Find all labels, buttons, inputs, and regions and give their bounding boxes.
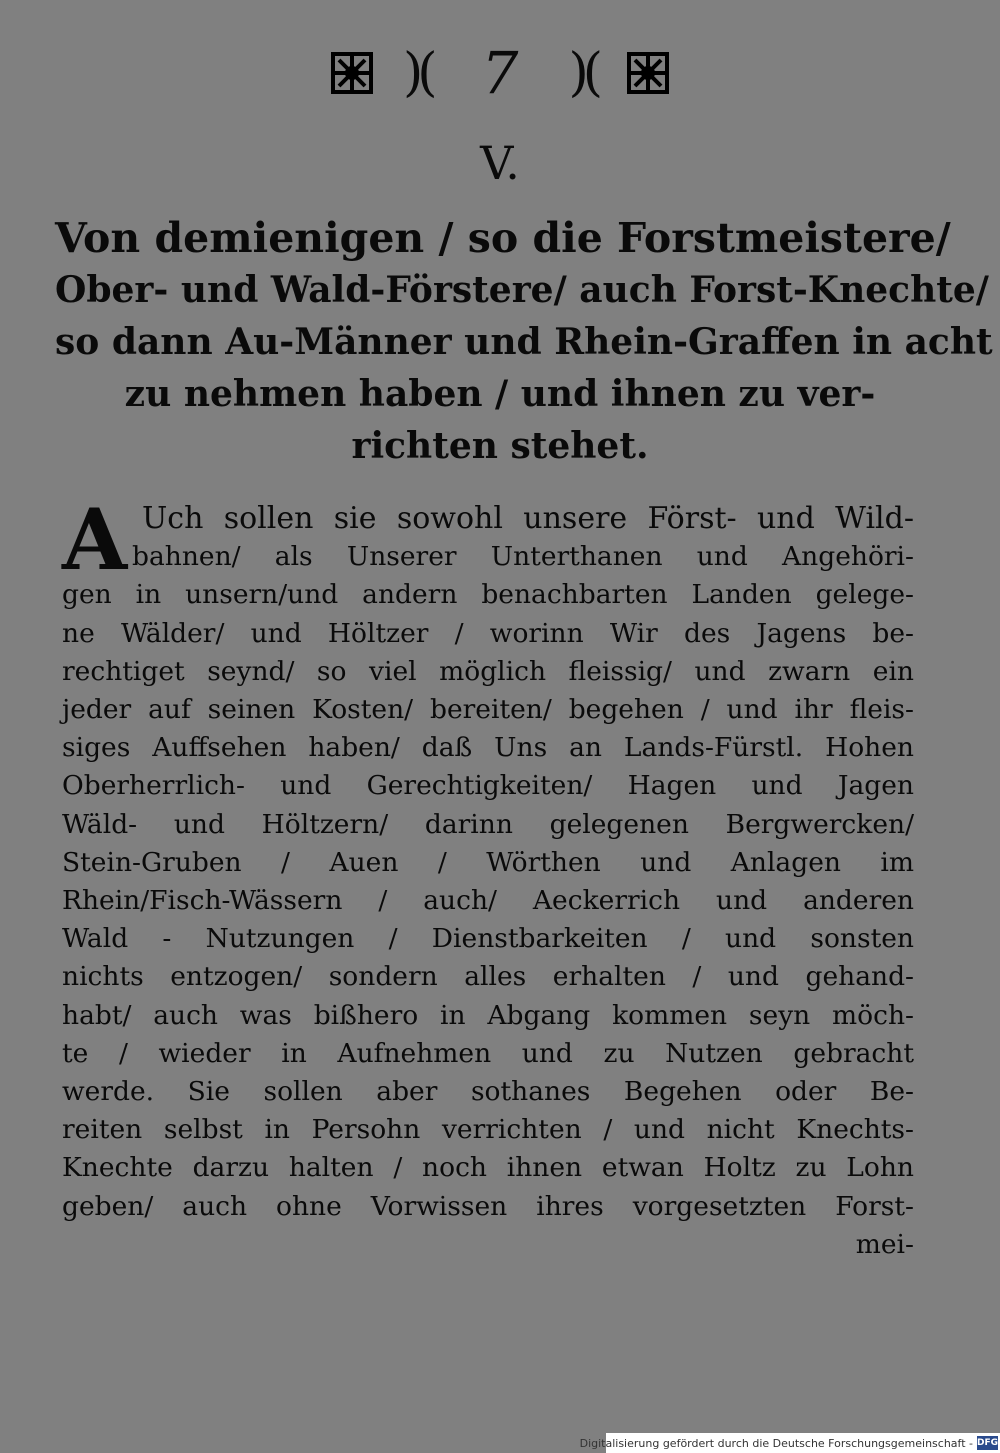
body-line: jeder auf seinen Kosten/ bereiten/ begehen / und ihr fleis-	[62, 694, 914, 726]
floral-ornament-icon	[625, 50, 671, 96]
body-line: geben/ auch ohne Vorwissen ihres vorgesetzten Forst-	[62, 1190, 914, 1222]
left-bracket: )(	[402, 43, 432, 103]
body-line: te / wieder in Aufnehmen und zu Nutzen gebracht	[62, 1037, 914, 1069]
body-line: rechtiget seynd/ so viel möglich fleissig/ und zwarn ein	[62, 655, 914, 687]
body-line: Wäld- und Höltzern/ darinn gelegenen Bergwercken/	[62, 808, 914, 840]
body-line: gen in unsern/und andern benachbarten Landen gelege-	[62, 579, 914, 611]
body-line: Stein-Gruben / Auen / Wörthen und Anlagen im	[62, 846, 914, 878]
drop-cap: A	[62, 490, 128, 589]
body-line: Wald - Nutzungen / Dienstbarkeiten / und sonsten	[62, 923, 914, 955]
heading-line: Ober- und Wald-Förstere/ auch Forst-Knechte/	[55, 269, 989, 311]
heading-line: richten stehet.	[351, 425, 649, 467]
body-line: Uch sollen sie sowohl unsere Först- und Wild-	[142, 501, 914, 536]
body-line: werde. Sie sollen aber sothanes Begehen oder Be-	[62, 1076, 914, 1108]
body-line: reiten selbst in Persohn verrichten / und nicht Knechts-	[62, 1114, 914, 1146]
body-line: bahnen/ als Unserer Unterthanen und Angehöri-	[132, 541, 914, 573]
chapter-heading	[55, 212, 993, 472]
chapter-number: V.	[480, 136, 520, 190]
body-line: Rhein/Fisch-Wässern / auch/ Aeckerrich und anderen	[62, 885, 914, 917]
body-line: nichts entzogen/ sondern alles erhalten / und gehand-	[62, 961, 914, 993]
body-paragraph	[62, 490, 914, 1264]
body-line: Oberherrlich- und Gerechtigkeiten/ Hagen und Jagen	[62, 770, 914, 802]
dfg-logo[interactable]: DFG	[976, 1438, 998, 1448]
running-head	[0, 38, 1000, 108]
footer-credit: Digitalisierung gefördert durch die Deutsche Forschungsgemeinschaft -	[579, 1436, 973, 1450]
body-line: habt/ auch was bißhero in Abgang kommen seyn möch-	[62, 999, 914, 1031]
body-line: siges Auffsehen haben/ daß Uns an Lands-Fürstl. Hohen	[62, 732, 914, 764]
digitization-footer	[579, 1433, 1000, 1453]
body-line: ne Wälder/ und Höltzer / worinn Wir des Jagens be-	[62, 617, 914, 649]
body-line: Knechte darzu halten / noch ihnen etwan Holtz zu Lohn	[62, 1152, 914, 1184]
heading-line: so dann Au-Männer und Rhein-Graffen in acht	[55, 321, 993, 363]
heading-line: zu nehmen haben / und ihnen zu ver-	[124, 373, 876, 415]
page-number: 7	[481, 39, 519, 107]
right-bracket: )(	[568, 43, 598, 103]
heading-line: Von demienigen / so die Forstmeistere/	[55, 214, 951, 262]
floral-ornament-icon	[329, 50, 375, 96]
catchword: mei-	[855, 1228, 914, 1260]
